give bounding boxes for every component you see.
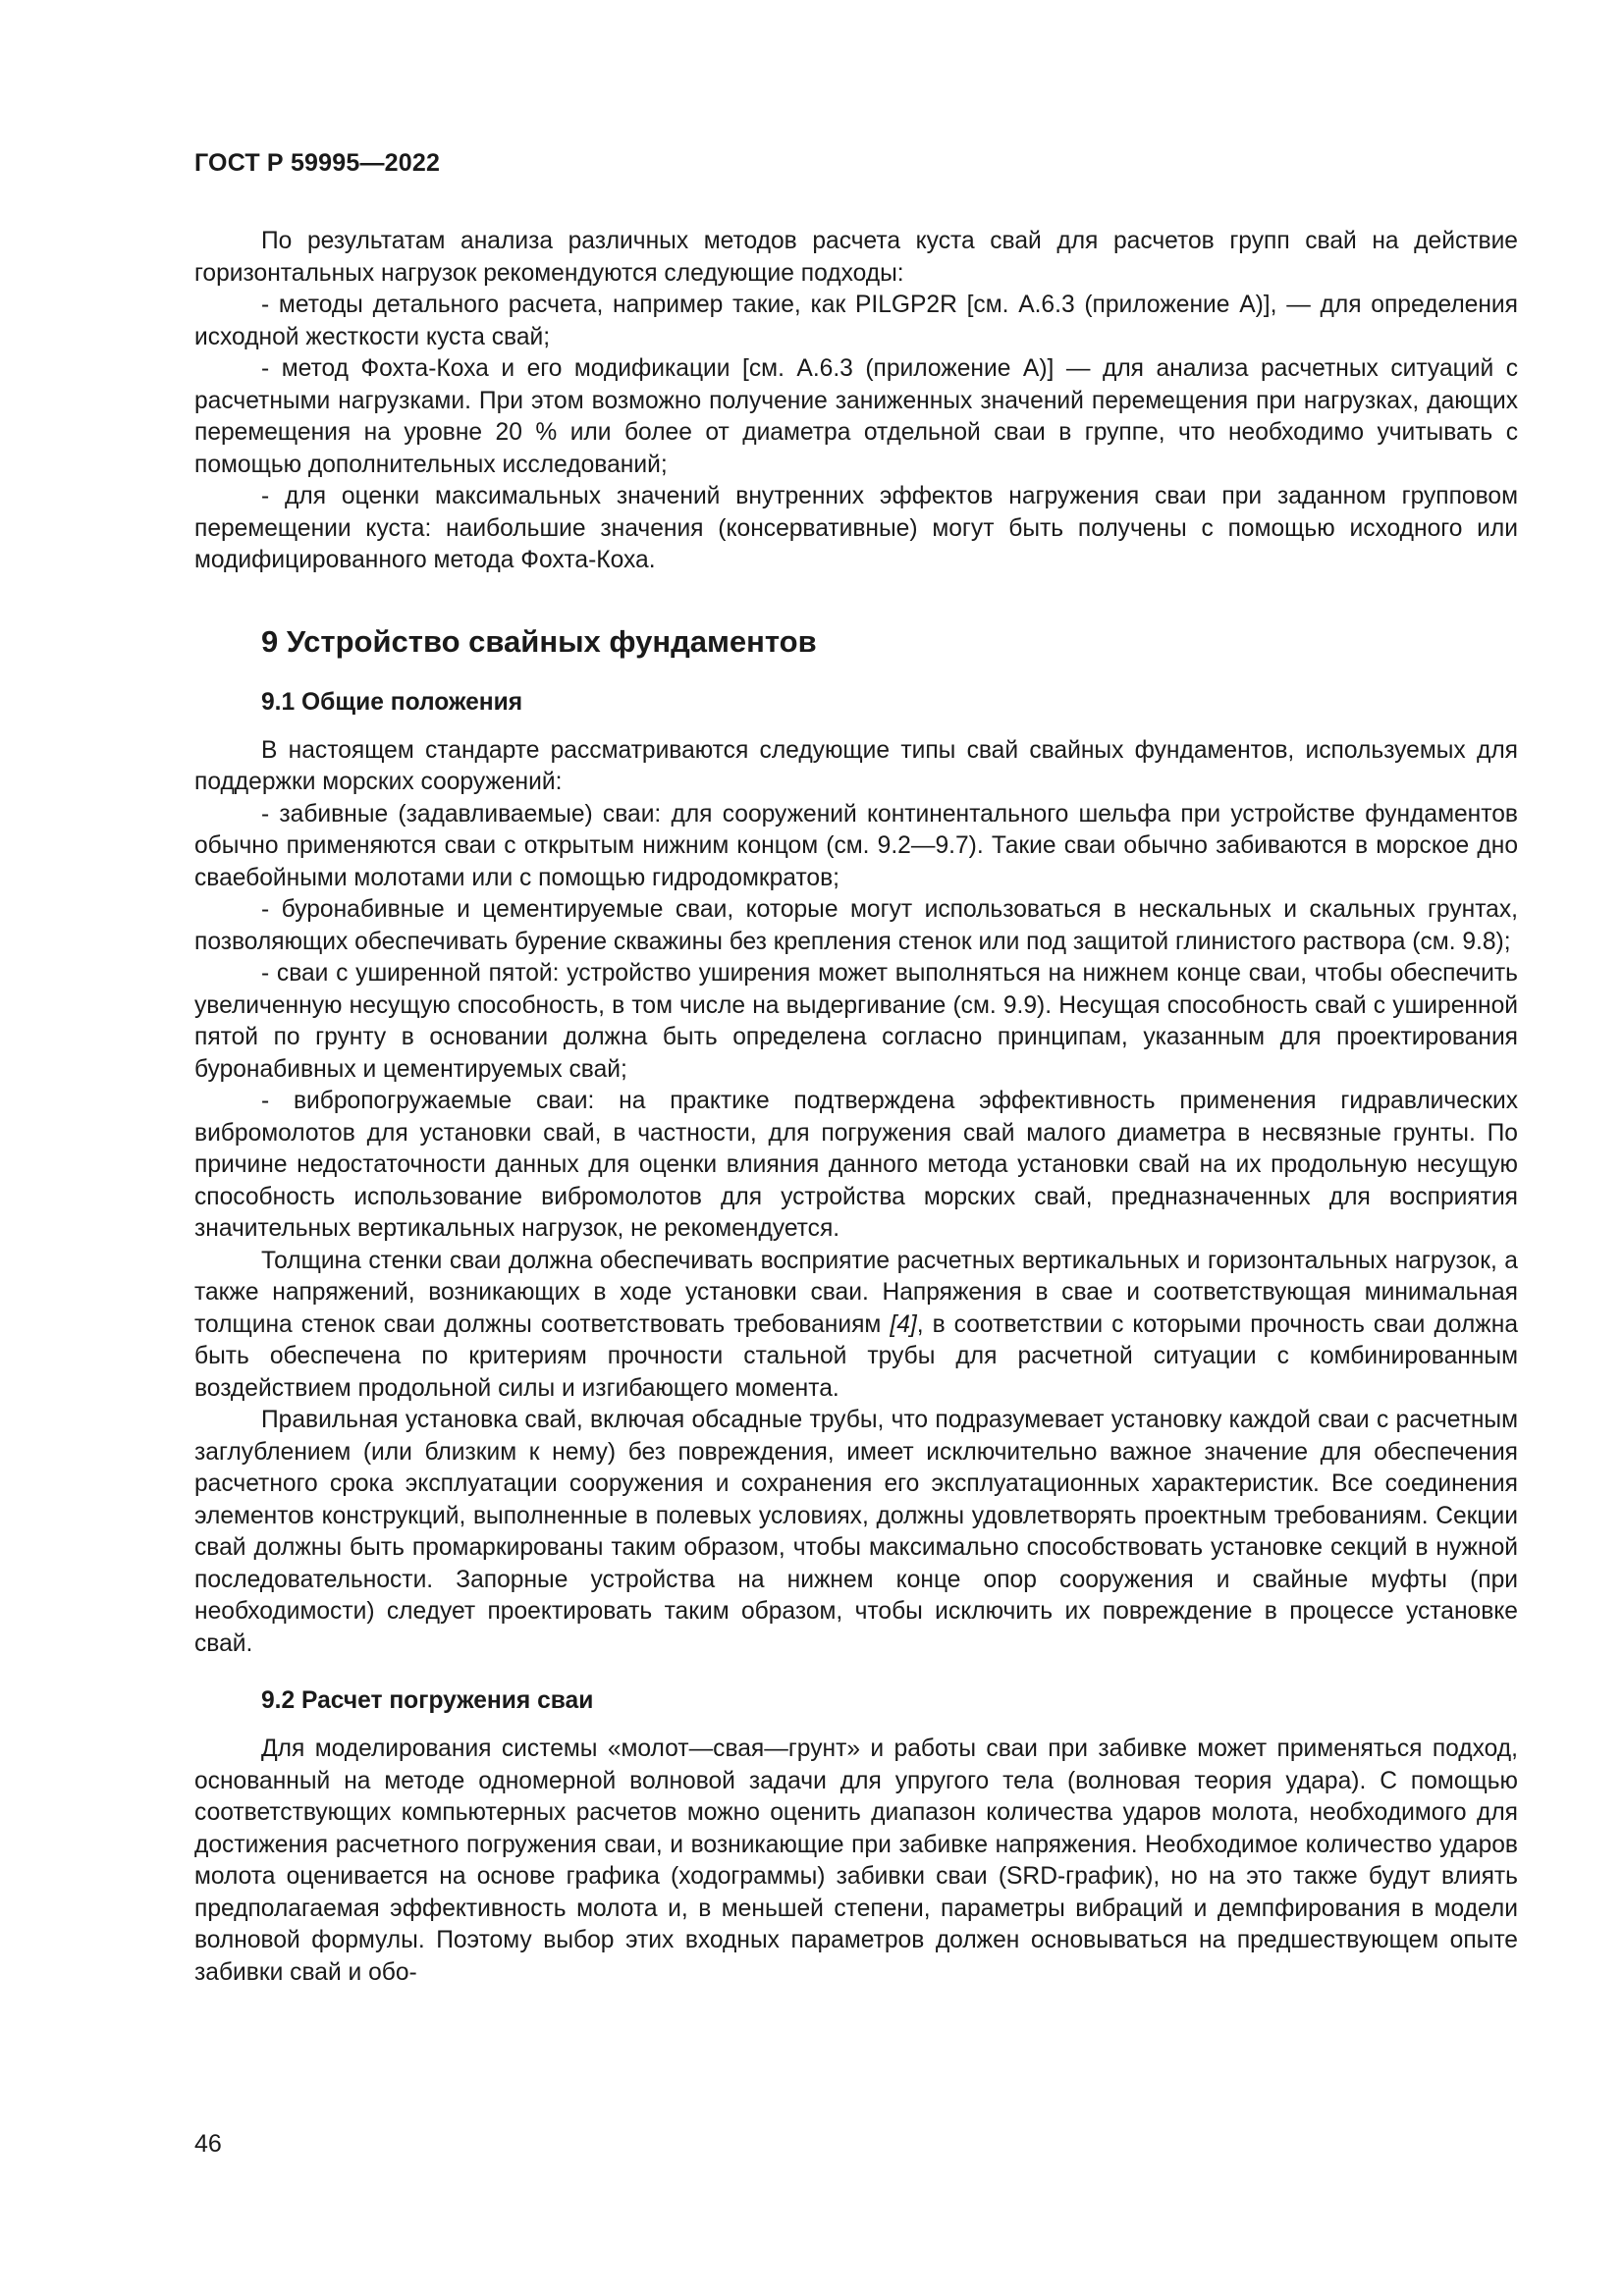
intro-list-item-1: - методы детального расчета, например такие, как PILGP2R [см. А.6.3 (приложение А)], — для определения исходной жесткости куста свай;	[194, 292, 1518, 350]
section-9-2-paragraph-1: Для моделирования системы «молот—свая—грунт» и работы сваи при забивке может применяться подход, основанный на методе одномерной волновой задачи для упругого тела (волновая теория удара). С помощью соответствующих компьютерных расчетов можно оценить диапазон количества ударов молота, необходимого для достижения расчетного погружения сваи, и возникающие при забивке напряжения. Необходимое количество ударов молота оценивается на основе графика (ходограммы) забивки сваи (SRD-график), но на это также будут влиять предполагаемая эффективность молота и, в меньшей степени, параметры вибраций и демпфирования в модели волновой формулы. Поэтому выбор этих входных параметров должен основываться на предшествующем опыте забивки свай и обо-	[194, 1735, 1518, 1986]
intro-list-item-3: - для оценки максимальных значений внутренних эффектов нагружения сваи при заданном групповом перемещении куста: наибольшие значения (консервативные) могут быть получены с помощью исходного или модифицированного метода Фохта-Коха.	[194, 483, 1518, 573]
intro-list-item-2: - метод Фохта-Коха и его модификации [см. А.6.3 (приложение А)] — для анализа расчетных ситуаций с расчетными нагрузками. При этом возможно получение заниженных значений перемещения при нагрузках, дающих перемещения на уровне 20 % или более от диаметра отдельной сваи в группе, что необходимо учитывать с помощью дополнительных исследований;	[194, 355, 1518, 478]
subsection-9-2-heading: 9.2 Расчет погружения сваи	[261, 1687, 594, 1714]
section-9-heading: 9 Устройство свайных фундаментов	[261, 623, 817, 659]
document-body	[194, 226, 1518, 1989]
document-header-code: ГОСТ Р 59995—2022	[194, 149, 441, 177]
pile-type-belled: - сваи с уширенной пятой: устройство уширения может выполняться на нижнем конце сваи, чтобы обеспечить увеличенную несущую способность, в том числе на выдергивание (см. 9.9). Несущая способность свай с уширенной пятой по грунту в основании должна быть определена согласно принципам, указанным для проектирования буронабивных и цементируемых свай;	[194, 960, 1518, 1083]
wall-thickness-text-b: , в соответствии с которыми прочность сваи должна быть обеспечена по критериям прочности стальной трубы для расчетной ситуации с комбинированным воздействием продольной силы и изгибающего момента.	[194, 1310, 1518, 1402]
page-number: 46	[194, 2130, 222, 2158]
reference-link: [4]	[890, 1310, 917, 1338]
section-9-1-paragraph-1: В настоящем стандарте рассматриваются следующие типы свай свайных фундаментов, используемых для поддержки морских сооружений:	[194, 736, 1518, 795]
intro-paragraph: По результатам анализа различных методов расчета куста свай для расчетов групп свай на действие горизонтальных нагрузок рекомендуются следующие подходы:	[194, 228, 1518, 287]
wall-thickness-text-a: Толщина стенки сваи должна обеспечивать восприятие расчетных вертикальных и горизонтальных нагрузок, а также напряжений, возникающих в ходе установки сваи. Напряжения в свае и соответствующая минимальная толщина стенок сваи должны соответствовать требованиям	[194, 1247, 1518, 1338]
pile-type-driven: - забивные (задавливаемые) сваи: для сооружений континентального шельфа при устройстве фундаментов обычно применяются сваи с открытым нижним концом (см. 9.2—9.7). Такие сваи обычно забиваются в морское дно сваебойными молотами или с помощью гидродомкратов;	[194, 800, 1518, 891]
subsection-9-1-heading: 9.1 Общие положения	[261, 688, 523, 716]
section-9-1-paragraph-wall-thickness	[194, 1246, 1518, 1406]
pile-type-vibratory: - вибропогружаемые сваи: на практике подтверждена эффективность применения гидравлических вибромолотов для установки свай, в частности, для погружения свай малого диаметра в несвязные грунты. По причине недостаточности данных для оценки влияния данного метода установки свай на их продольную несущую способность использование вибромолотов для устройства морских свай, предназначенных для восприятия значительных вертикальных нагрузок, не рекомендуется.	[194, 1088, 1518, 1242]
pile-type-bored: - буронабивные и цементируемые сваи, которые могут использоваться в нескальных и скальных грунтах, позволяющих обеспечивать бурение скважины без крепления стенок или под защитой глинистого раствора (см. 9.8);	[194, 896, 1518, 955]
section-9-1-paragraph-installation: Правильная установка свай, включая обсадные трубы, что подразумевает установку каждой сваи с расчетным заглублением (или близким к нему) без повреждения, имеет исключительно важное значение для обеспечения расчетного срока эксплуатации сооружения и сохранения его эксплуатационных характеристик. Все соединения элементов конструкций, выполненные в полевых условиях, должны удовлетворять проектным требованиям. Секции свай должны быть промаркированы таким образом, чтобы максимально способствовать установке секций в нужной последовательности. Запорные устройства на нижнем конце опор сооружения и свайные муфты (при необходимости) следует проектировать таким образом, чтобы исключить их повреждение в процессе установке свай.	[194, 1407, 1518, 1657]
